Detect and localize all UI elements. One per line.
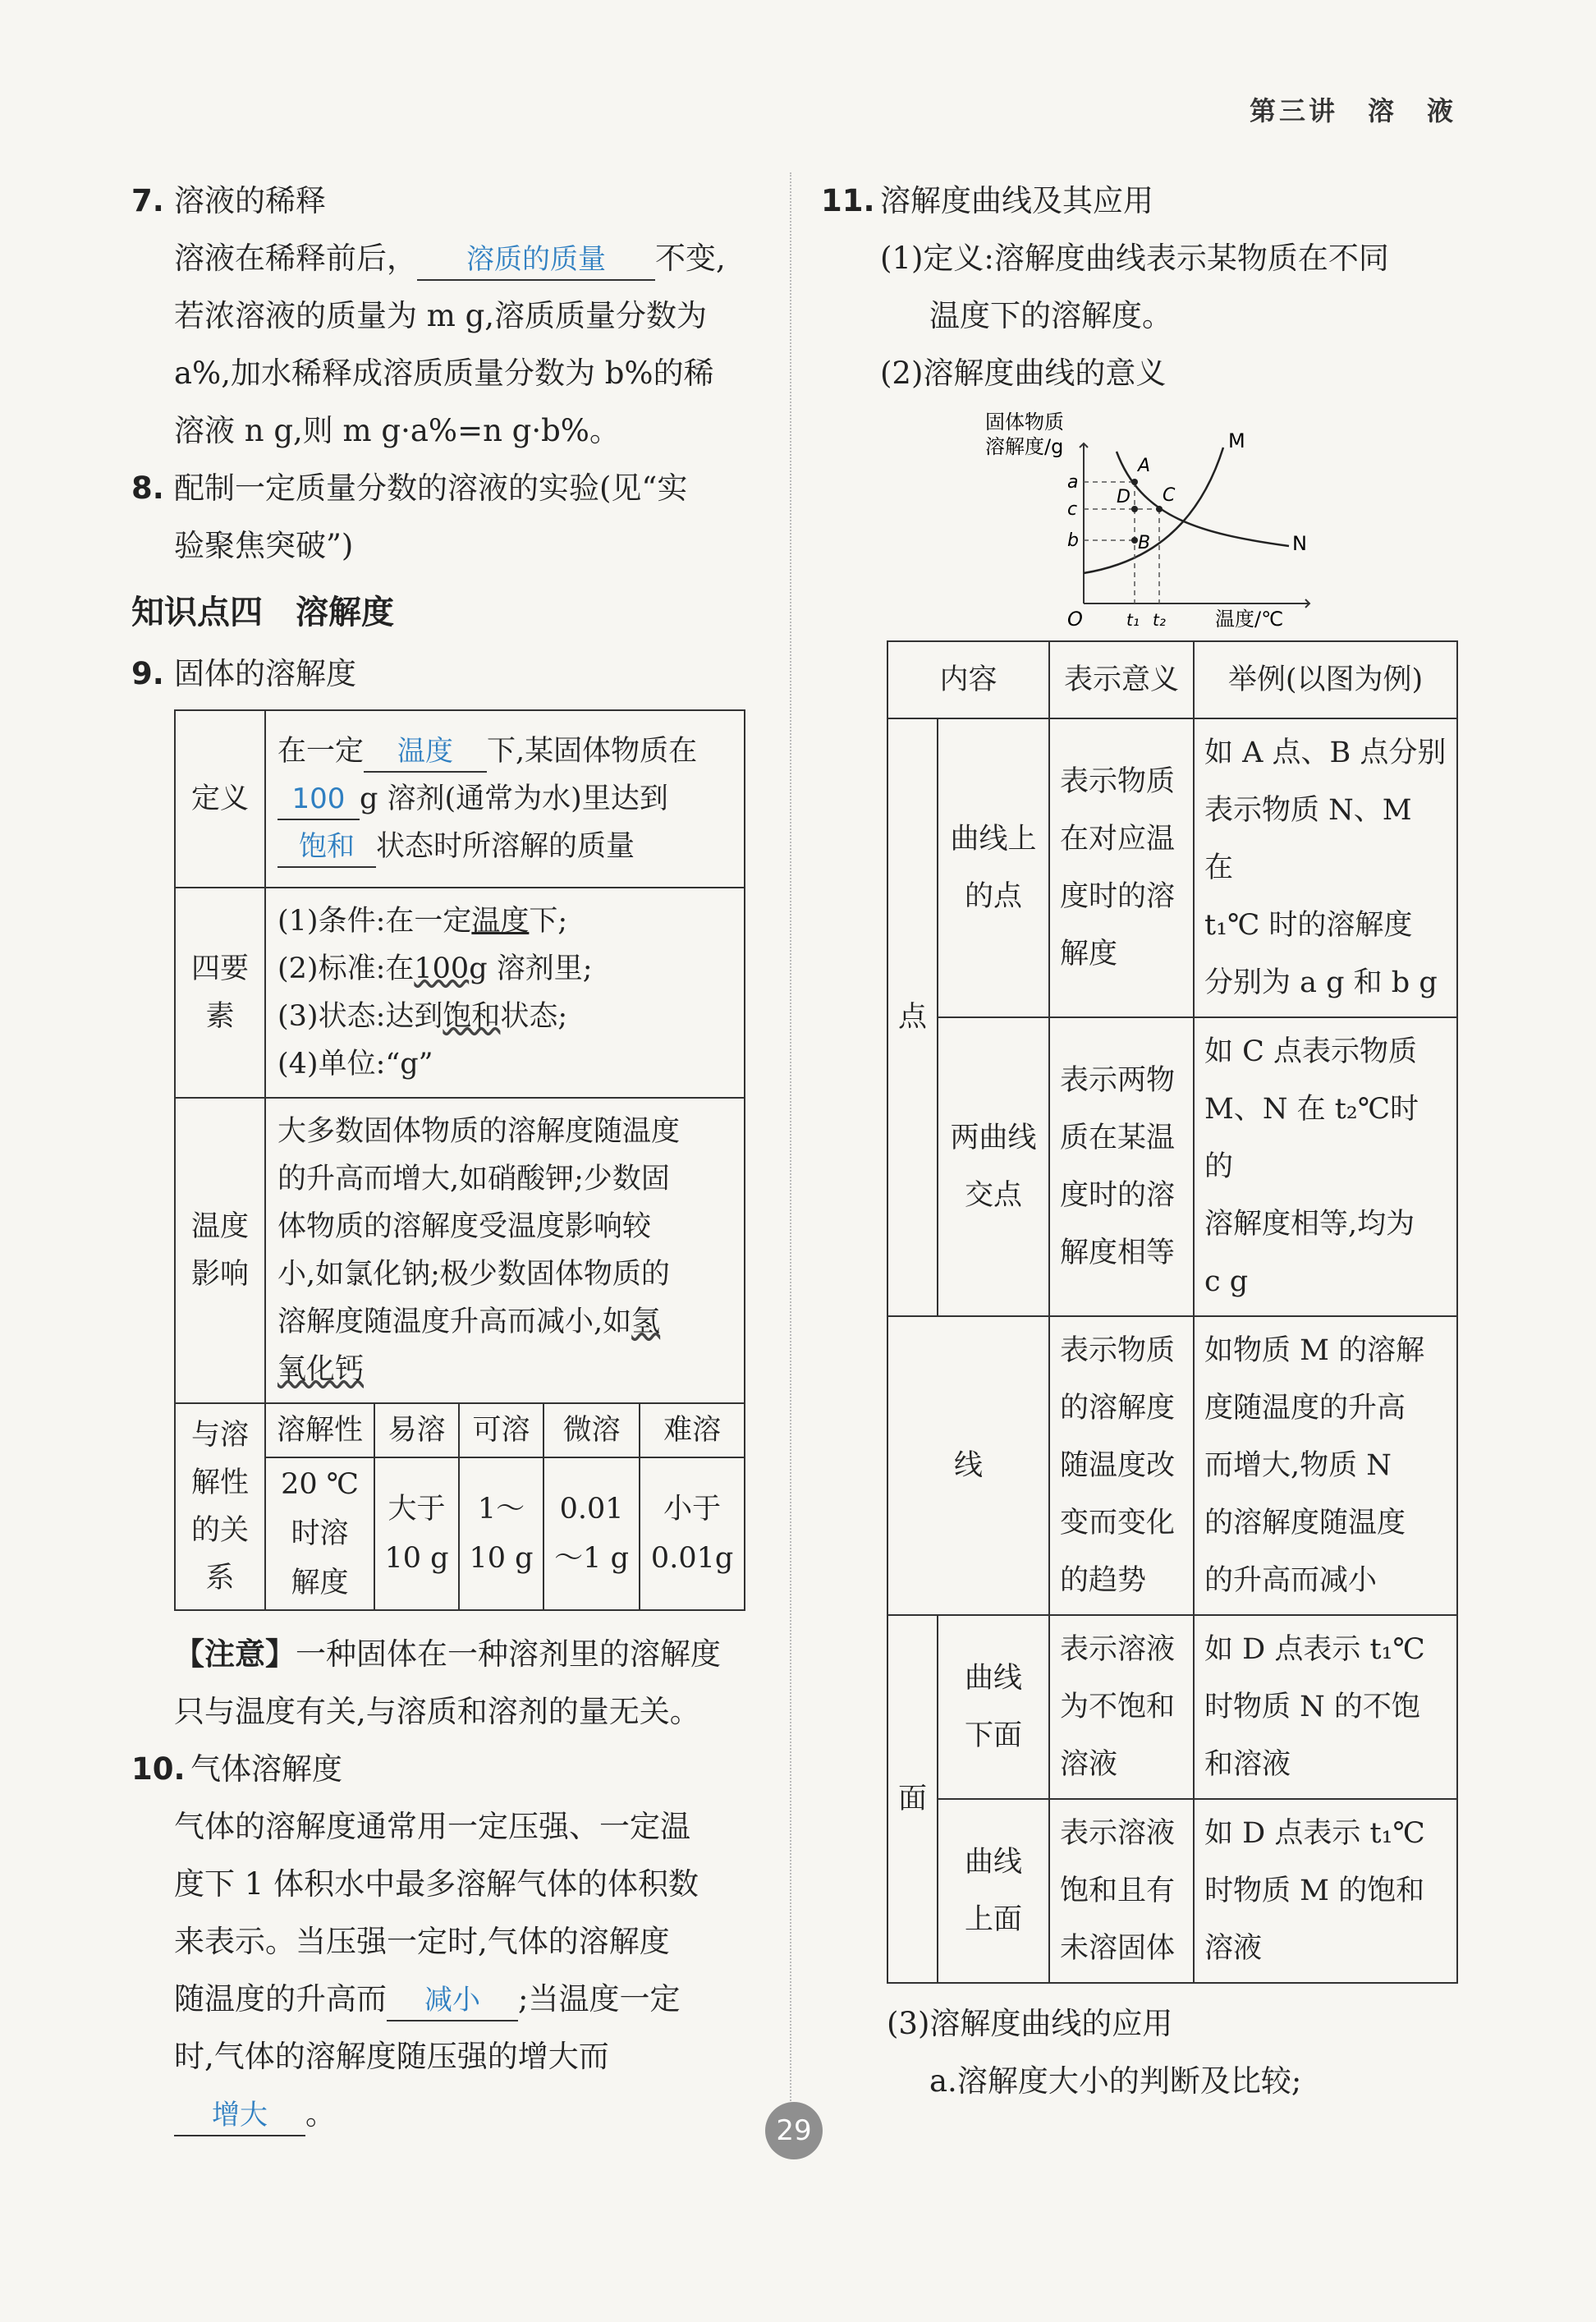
q7-line3: a%,加水稀释成溶质质量分数为 b%的稀 [174, 356, 714, 391]
graph-ylabel: 固体物质 [985, 411, 1064, 434]
table-row [887, 641, 1457, 718]
table-header: 内容 [887, 641, 1049, 718]
q7-line4: 溶液 n g,则 m g·a%=n g·b%。 [174, 413, 620, 448]
four-elements-cell: (1)条件:在一定温度下; (2)标准:在100g 溶剂里; (3)状态:达到饱和状态; (4)单位:“g” [265, 888, 745, 1098]
graph-point [1131, 506, 1138, 512]
curve-meaning-table [887, 640, 1458, 1984]
q7-line2: 若浓溶液的质量为 m g,溶质质量分数为 [174, 298, 708, 333]
graph-point [1156, 506, 1163, 512]
y-tick: a [1067, 472, 1079, 493]
q11-def2: 温度下的溶解度。 [929, 298, 1172, 333]
x-tick: t₁ [1126, 610, 1140, 630]
q9-title: 9. 固体的溶解度 [131, 656, 356, 691]
q7-line1: 溶液在稀释前后， 溶质的质量 不变, [131, 230, 755, 287]
answer-blank: 溶质的质量 [417, 240, 655, 281]
q8-line1: 8. 配制一定质量分数的溶液的实验(见“实 [131, 470, 688, 506]
q8-line2: 验聚焦突破”) [174, 528, 354, 563]
table-row: 两曲线 交点 表示两物 质在某温 度时的溶 解度相等 如 C 点表示物质 M、N 在 t₂℃时的 溶解度相等,均为 c g [887, 1017, 1457, 1316]
group-label: 点 [887, 718, 938, 1316]
table-row: 曲线 上面 表示溶液 饱和且有 未溶固体 如 D 点表示 t₁℃ 时物质 M 的饱和 溶液 [887, 1799, 1457, 1983]
answer-blank: 饱和 [277, 827, 376, 868]
q11-title: 11. 溶解度曲线及其应用 [821, 183, 1153, 218]
q11-meaning: (2)溶解度曲线的意义 [880, 356, 1167, 391]
column-divider [790, 172, 791, 2143]
curve-n-label: N [1292, 532, 1307, 555]
q11-application-a: a.溶解度大小的判断及比较; [929, 2063, 1302, 2099]
solubility-class-table [266, 1404, 744, 1609]
answer-blank: 增大 [174, 2095, 305, 2136]
relation-label: 与溶 解性 的关系 [175, 1403, 265, 1610]
q10-line6: 增大 。 [131, 2086, 755, 2143]
point-label: B [1138, 533, 1151, 553]
graph-ylabel: 溶解度/g [985, 435, 1064, 458]
graph-point [1131, 537, 1138, 544]
table-row: 点 曲线上 的点 表示物质 在对应温 度时的溶 解度 如 A 点、B 点分别 表示物质 N、M 在 t₁℃ 时的溶解度 分别为 a g 和 b g [887, 718, 1457, 1017]
q10-line4: 随温度的升高而 减小 ;当温度一定 [131, 1971, 755, 2028]
origin-label: O [1067, 608, 1083, 631]
q10-line3: 来表示。当压强一定时,气体的溶解度 [174, 1924, 670, 1959]
graph-point [1131, 479, 1138, 485]
answer-blank: 减小 [387, 1980, 518, 2021]
q11-def1: (1)定义:溶解度曲线表示某物质在不同 [880, 241, 1389, 276]
note-line1: 【注意】一种固体在一种溶剂里的溶解度 [174, 1636, 721, 1672]
q7-title: 7. 溶液的稀释 [131, 183, 326, 218]
curve-m [1084, 447, 1223, 573]
point-label: C [1163, 485, 1176, 506]
table-row: 20 ℃ 时溶 解度 大于 10 g 1～ 10 g 0.01 ～1 g 小于 0.01g [266, 1457, 744, 1609]
group-label: 线 [887, 1316, 1049, 1615]
definition-cell: 在一定 温度 下,某固体物质在 100 g 溶剂(通常为水)里达到 饱和 状态时所溶解的质量 [265, 710, 745, 888]
y-tick: c [1067, 499, 1078, 520]
temperature-cell: 大多数固体物质的溶解度随温度 的升高而增大,如硝酸钾;少数固 体物质的溶解度受温度影响较 小,如氯化钠;极少数固体物质的 溶解度随温度升高而减小,如氢 氧化钙 [265, 1098, 745, 1403]
answer-blank: 温度 [364, 732, 487, 773]
table-header: 表示意义 [1049, 641, 1194, 718]
answer-blank: 100 [277, 779, 360, 820]
four-elements-label: 四要素 [175, 888, 265, 1098]
group-label: 面 [887, 1615, 938, 1983]
q10-line1: 气体的溶解度通常用一定压强、一定温 [174, 1809, 690, 1844]
q10-line5: 时,气体的溶解度随压强的增大而 [174, 2039, 609, 2074]
table-row: 溶解性 易溶 可溶 微溶 难溶 [266, 1404, 744, 1457]
q11-application: (3)溶解度曲线的应用 [887, 2006, 1173, 2041]
page-header: 第三讲 溶 液 [1249, 95, 1456, 126]
curve-m-label: M [1228, 429, 1245, 452]
right-column [821, 172, 1470, 2110]
table-header: 举例(以图为例) [1194, 641, 1457, 718]
relation-cell [265, 1403, 745, 1610]
point-label: D [1117, 487, 1130, 507]
q10-line2: 度下 1 体积水中最多溶解气体的体积数 [174, 1866, 699, 1902]
temperature-label: 温度 影响 [175, 1098, 265, 1403]
left-column [131, 172, 755, 2143]
y-tick: b [1067, 530, 1079, 551]
page-number: 29 [765, 2102, 823, 2159]
section-title: 知识点四 溶解度 [131, 594, 394, 631]
x-tick: t₂ [1153, 610, 1166, 630]
point-label: A [1138, 456, 1151, 476]
definition-label: 定义 [175, 710, 265, 888]
table-row: 线 表示物质 的溶解度 随温度改 变而变化 的趋势 如物质 M 的溶解 度随温度的升高 而增大,物质 N 的溶解度随温度 的升高而减小 [887, 1316, 1457, 1615]
solubility-graph [985, 402, 1445, 632]
table-row: 面 曲线 下面 表示溶液 为不饱和 溶液 如 D 点表示 t₁℃ 时物质 N 的不饱 和溶液 [887, 1615, 1457, 1799]
solid-solubility-table [174, 709, 745, 1611]
q10-title: 10. 气体溶解度 [131, 1751, 342, 1787]
note-line2: 只与温度有关,与溶质和溶剂的量无关。 [174, 1694, 700, 1729]
graph-xlabel: 温度/℃ [1215, 608, 1284, 631]
